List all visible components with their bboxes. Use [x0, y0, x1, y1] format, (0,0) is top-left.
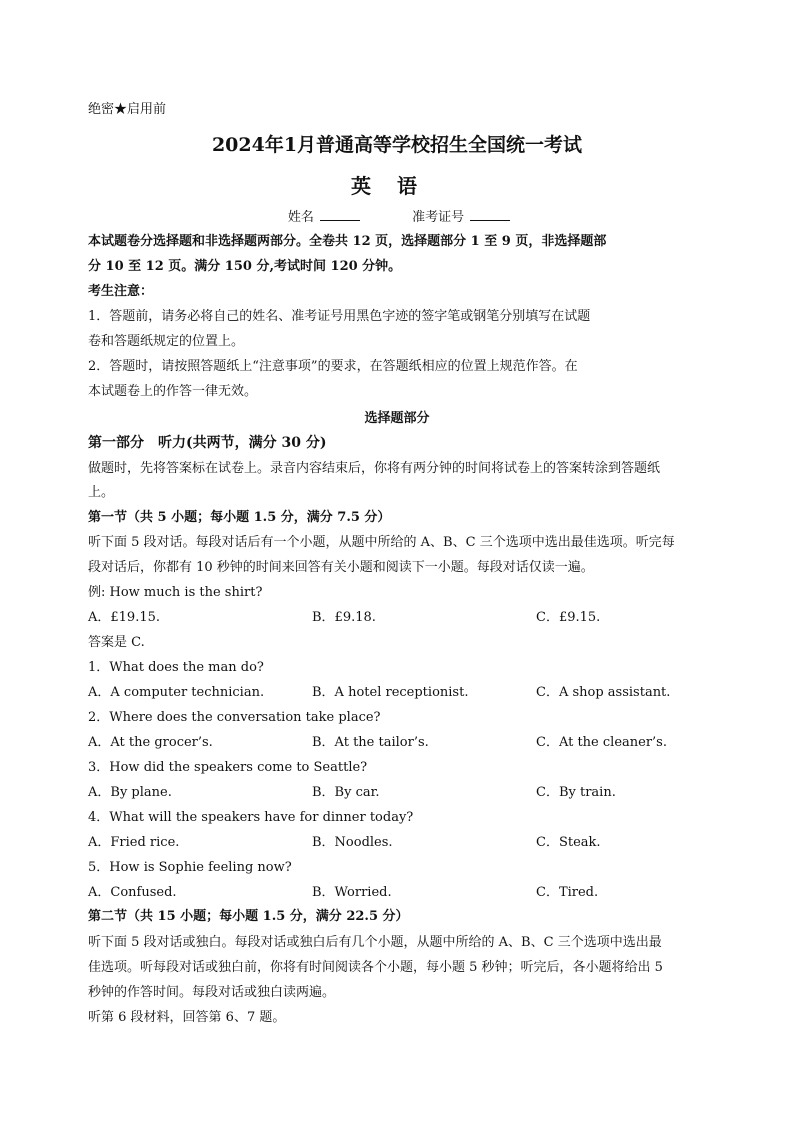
id-label: 准考证号 — [412, 210, 465, 225]
question-5-option-c: C．Tired. — [536, 885, 599, 900]
section-heading: 选择题部分 — [364, 411, 430, 426]
section2-heading: 第二节（共 15 小题；每小题 1.5 分，满分 22.5 分） — [88, 909, 409, 924]
intro-line-1: 本试题卷分选择题和非选择题两部分。全卷共 12 页，选择题部分 1 至 9 页，非选择题部 — [88, 234, 607, 249]
example-option-c: C．£9.15. — [536, 610, 601, 625]
question-3-option-c: C．By train. — [536, 785, 616, 800]
example-question: 例: How much is the shirt? — [88, 585, 263, 600]
part1-instr-line-1: 做题时，先将答案标在试卷上。录音内容结束后，你将有两分钟的时间将试卷上的答案转涂到答题纸 — [88, 461, 661, 476]
question-5-option-b: B．Worried. — [312, 885, 392, 900]
question-4: 4．What will the speakers have for dinner today? — [88, 810, 414, 825]
question-4-option-a: A．Fried rice. — [88, 835, 180, 850]
question-1-option-b: B．A hotel receptionist. — [312, 685, 469, 700]
section2-instr-line-3: 秒钟的作答时间。每段对话或独白读两遍。 — [88, 985, 336, 1000]
question-1-option-c: C．A shop assistant. — [536, 685, 671, 700]
notice-item-2-line-2: 本试题卷上的作答一律无效。 — [88, 384, 258, 399]
notice-item-1-line-1: 1．答题前，请务必将自己的姓名、准考证号用黑色字迹的签字笔或钢笔分别填写在试题 — [88, 309, 591, 324]
question-3: 3．How did the speakers come to Seattle? — [88, 760, 368, 775]
example-answer: 答案是 C. — [88, 635, 145, 650]
example-option-a: A．£19.15. — [88, 610, 161, 625]
part1-heading: 第一部分 听力(共两节，满分 30 分) — [88, 435, 327, 451]
notice-item-1-line-2: 卷和答题纸规定的位置上。 — [88, 334, 245, 349]
notice-heading: 考生注意： — [88, 284, 154, 299]
question-1-option-a: A．A computer technician. — [88, 685, 265, 700]
section1-heading: 第一节（共 5 小题；每小题 1.5 分，满分 7.5 分） — [88, 510, 391, 525]
section2-material-note: 听第 6 段材料，回答第 6、7 题。 — [88, 1010, 286, 1025]
name-label: 姓名 — [287, 210, 314, 225]
question-2-option-a: A．At the grocer’s. — [88, 735, 213, 750]
section1-instr-line-2: 段对话后，你都有 10 秒钟的时间来回答有关小题和阅读下一小题。每段对话仅读一遍。 — [88, 560, 594, 575]
name-blank[interactable] — [320, 208, 360, 221]
question-2-option-b: B．At the tailor’s. — [312, 735, 429, 750]
intro-line-2: 分 10 至 12 页。满分 150 分,考试时间 120 分钟。 — [88, 259, 402, 274]
question-4-option-c: C．Steak. — [536, 835, 601, 850]
question-2-option-c: C．At the cleaner’s. — [536, 735, 667, 750]
part1-instr-line-2: 上。 — [88, 485, 115, 500]
question-3-option-b: B．By car. — [312, 785, 380, 800]
question-4-option-b: B．Noodles. — [312, 835, 393, 850]
subject-title: 英语 — [351, 174, 443, 198]
confidential-label: 绝密★启用前 — [88, 102, 167, 117]
example-option-b: B．£9.18. — [312, 610, 376, 625]
exam-title: 2024年1月普通高等学校招生全国统一考试 — [211, 134, 583, 156]
notice-item-2-line-1: 2．答题时，请按照答题纸上“注意事项”的要求，在答题纸相应的位置上规范作答。在 — [88, 359, 578, 374]
section2-instr-line-2: 佳选项。听每段对话或独白前，你将有时间阅读各个小题，每小题 5 秒钟；听完后，各小题将给出 5 — [88, 960, 663, 975]
section1-instr-line-1: 听下面 5 段对话。每段对话后有一个小题，从题中所给的 A、B、C 三个选项中选出最佳选项。听完每 — [88, 535, 675, 550]
section2-instr-line-1: 听下面 5 段对话或独白。每段对话或独白后有几个小题，从题中所给的 A、B、C 三个选项中选出最 — [88, 935, 662, 950]
question-5-option-a: A．Confused. — [88, 885, 177, 900]
question-2: 2．Where does the conversation take place? — [88, 710, 381, 725]
question-5: 5．How is Sophie feeling now? — [88, 860, 292, 875]
candidate-info-row — [0, 208, 794, 227]
question-3-option-a: A．By plane. — [88, 785, 172, 800]
id-blank[interactable] — [470, 208, 510, 221]
question-1: 1．What does the man do? — [88, 660, 264, 675]
